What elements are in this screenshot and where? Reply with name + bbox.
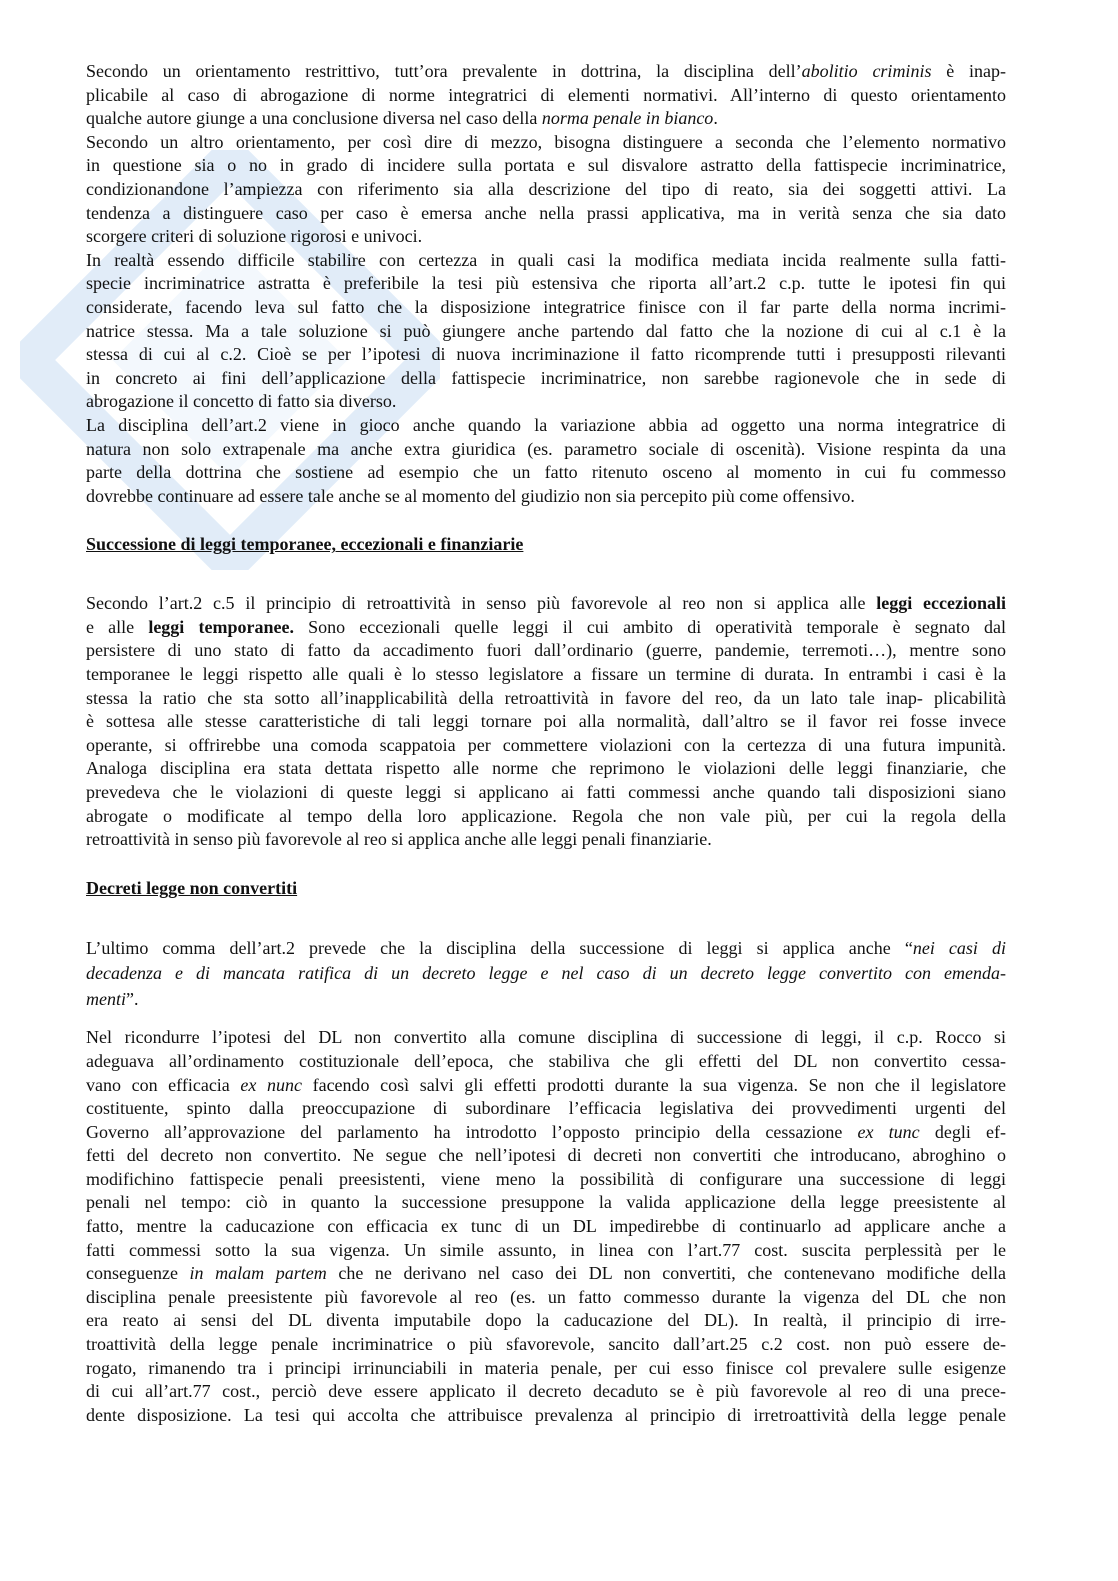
text-line [86, 1026, 1006, 1050]
text-segment: prevedeva che le violazioni di queste leggi si applicano ai fatti commessi anche quando tali disposizioni siano [86, 782, 1006, 803]
text-line [86, 1215, 1006, 1239]
text-line [86, 202, 1006, 226]
text-line [86, 414, 1006, 438]
text-line [86, 1074, 1006, 1098]
text-segment: . [713, 108, 718, 129]
text-segment: in malam partem [189, 1263, 327, 1284]
text-segment: degli ef- [919, 1121, 1007, 1142]
text-segment: in concreto ai fini dell’applicazione della fattispecie incriminatrice, non sarebbe ragionevole che in sede di [86, 367, 1006, 388]
text-segment: rogato, rimanendo tra i principi irrinunciabili in materia penale, per cui esso finisce col prevalere sulle esigenze [86, 1357, 1006, 1378]
text-line [86, 131, 1006, 155]
text-line [86, 1357, 1006, 1381]
document-page [86, 60, 1006, 1427]
paragraph-leggi-eccezionali [86, 592, 1006, 852]
text-line [86, 828, 1006, 852]
text-segment: Secondo un altro orientamento, per così dire di mezzo, bisogna distinguere a seconda che l’elemento normativo [86, 131, 1006, 152]
text-line [86, 343, 1006, 367]
section-heading-leggi-temporanee: Successione di leggi temporanee, eccezionali e finanziarie [86, 534, 524, 555]
text-segment: qualche autore giunge a una conclusione diversa nel caso della [86, 108, 542, 129]
text-line [86, 438, 1006, 462]
text-line [86, 710, 1006, 734]
text-line [86, 639, 1006, 663]
text-segment: Secondo un orientamento restrittivo, tutt’ora prevalente in dottrina, la disciplina dell’ [86, 61, 802, 81]
paragraph-dl-non-convertito [86, 1026, 1006, 1427]
text-segment: persistere di uno stato di fatto da accadimento fuori dall’ordinario (guerre, pandemie, terremoti…), mentre sono [86, 640, 1006, 661]
text-segment: fatti commessi sotto la sua vigenza. Un simile assunto, in linea con l’art.77 cost. suscita perplessità per le [86, 1239, 1006, 1260]
text-segment: conseguenze [86, 1263, 190, 1284]
text-line [86, 1191, 1006, 1215]
text-line [86, 1262, 1006, 1286]
text-line [86, 367, 1006, 391]
section-heading-decreti-legge: Decreti legge non convertiti [86, 877, 298, 898]
text-segment: Sono eccezionali quelle leggi il cui ambito di operatività temporale è segnato dal [293, 616, 1006, 637]
text-segment: abrogate o modificate al tempo della loro applicazione. Regola che non vale più, per cui la regola della [86, 805, 1006, 826]
text-line [86, 84, 1006, 108]
text-segment: nei casi di [912, 937, 1006, 958]
text-line [86, 60, 1006, 84]
text-line [86, 687, 1006, 711]
text-segment: temporanee le leggi rispetto alle quali è lo stesso legislatore a fissare un termine di durata. In entrambi i casi è la [86, 664, 1006, 685]
text-segment: è inap- [931, 61, 1006, 81]
text-segment: condizionandone l’ampiezza con riferimento sia alla descrizione del tipo di reato, sia dei soggetti attivi. La [86, 178, 1006, 199]
text-segment: vano con efficacia [86, 1074, 241, 1095]
text-line [86, 272, 1006, 296]
text-line [86, 1168, 1006, 1192]
text-line [86, 592, 1006, 616]
text-segment: fatto, mentre la caducazione con efficacia ex tunc di un DL impedirebbe di continuarlo ad applicare anche a [86, 1216, 1006, 1237]
text-line [86, 461, 1006, 485]
text-segment: abrogazione il concetto di fatto sia diverso. [86, 391, 397, 412]
text-segment: In realtà essendo difficile stabilire con certezza in quali casi la modifica mediata incida realmente sulla fatti- [86, 249, 1006, 270]
text-segment: troattività della legge penale incriminatrice o più sfavorevole, sancito dall’art.25 c.2 cost. non può essere de- [86, 1334, 1006, 1355]
text-line [86, 1239, 1006, 1263]
text-line [86, 663, 1006, 687]
text-line [86, 1309, 1006, 1333]
text-segment: La disciplina dell’art.2 viene in gioco anche quando la variazione abbia ad oggetto una norma integratrice di [86, 414, 1006, 435]
text-segment: leggi temporanee. [148, 616, 294, 637]
text-segment: Secondo l’art.2 c.5 il principio di retroattività in senso più favorevole al reo non si applica alle [86, 593, 877, 614]
text-line [86, 936, 1006, 962]
text-segment: natrice stessa. Ma a tale soluzione si può giungere anche partendo dal fatto che la nozione di cui al c.1 è la [86, 320, 1006, 341]
paragraph-abrogazione-norme-integratrici [86, 60, 1006, 508]
text-line [86, 249, 1006, 273]
text-line [86, 1404, 1006, 1428]
text-segment: tendenza a distinguere caso per caso è emersa anche nella prassi applicativa, ma in verità senza che sia dato [86, 202, 1006, 223]
text-line [86, 107, 1006, 131]
text-line [86, 154, 1006, 178]
text-segment: dente disposizione. La tesi qui accolta che attribuisce prevalenza al principio di irretroattività della legge penale [86, 1404, 1006, 1425]
text-line [86, 987, 1006, 1013]
text-line [86, 781, 1006, 805]
text-line [86, 1097, 1006, 1121]
text-line [86, 757, 1006, 781]
text-segment: fetti del decreto non convertito. Ne segue che nell’ipotesi di decreti non convertiti che introducano, abroghino o [86, 1145, 1006, 1166]
text-line [86, 1144, 1006, 1168]
text-segment: Nel ricondurre l’ipotesi del DL non convertito alla comune disciplina di successione di leggi, il c.p. Rocco si [86, 1027, 1006, 1048]
text-segment: disciplina penale preesistente più favorevole al reo (es. un fatto commesso durante la vigenza del DL che non [86, 1286, 1006, 1307]
text-segment: Governo all’approvazione del parlamento ha introdotto l’opposto principio della cessazione [86, 1121, 858, 1142]
text-segment: in questione sia o no in grado di incidere sulla portata e sul disvalore astratto della fattispecie incriminatrice, [86, 155, 1006, 176]
text-segment: adeguava all’ordinamento costituzionale dell’epoca, che stabiliva che gli effetti del DL non convertito cessa- [86, 1050, 1006, 1071]
text-segment: plicabile al caso di abrogazione di norme integratrici di elementi normativi. All’interno di questo orientamento [86, 84, 1006, 105]
text-line [86, 320, 1006, 344]
text-line [86, 485, 1006, 509]
text-segment: operante, si offrirebbe una comoda scappatoia per commettere violazioni con la certezza di una futura impunità. [86, 734, 1006, 755]
text-line [86, 390, 1006, 414]
text-segment: che ne derivano nel caso dei DL non convertiti, che contenevano modifiche della [326, 1263, 1007, 1284]
text-segment: retroattività in senso più favorevole al reo si applica anche alle leggi penali finanziarie. [86, 829, 712, 850]
text-segment: e alle [86, 616, 149, 637]
text-segment: norma penale in bianco [541, 108, 714, 129]
text-segment: dovrebbe continuare ad essere tale anche se al momento del giudizio non sia percepito più come offensivo. [86, 485, 855, 506]
text-segment: stessa di cui al c.2. Cioè se per l’ipotesi di nuova incriminazione il fatto ricomprende tutti i presupposti rilevanti [86, 344, 1006, 365]
paragraph-ultimo-comma [86, 936, 1006, 1013]
text-line [86, 734, 1006, 758]
text-segment: considerate, facendo leva sul fatto che la disposizione integratrice finisce con il far parte della norma incrimi- [86, 296, 1006, 317]
text-line [86, 1333, 1006, 1357]
text-segment: menti [86, 988, 126, 1009]
text-segment: natura non solo extrapenale ma anche extra giuridica (es. parametro sociale di oscenità). Visione respinta da una [86, 438, 1006, 459]
text-line [86, 1380, 1006, 1404]
text-segment: ex nunc [240, 1074, 302, 1095]
text-line [86, 961, 1006, 987]
text-segment: era reato ai sensi del DL diventa imputabile dopo la caducazione del DL). In realtà, il principio di irre- [86, 1310, 1006, 1331]
text-segment: scorgere criteri di soluzione rigorosi e univoci. [86, 226, 423, 247]
text-segment: modifichino fattispecie penali preesistenti, viene meno la possibilità di configurare una successione di leggi [86, 1168, 1006, 1189]
text-segment: abolitio criminis [801, 61, 932, 81]
text-line [86, 805, 1006, 829]
text-segment: penali nel tempo: ciò in quanto la successione presuppone la valida applicazione della legge preesistente al [86, 1192, 1006, 1213]
text-segment: ”. [126, 988, 139, 1009]
text-line [86, 178, 1006, 202]
text-segment: specie incriminatrice astratta è preferibile la tesi più estensiva che riporta all’art.2 c.p. tutte le ipotesi fin qui [86, 273, 1006, 294]
text-line [86, 296, 1006, 320]
text-segment: è sottesa alle stesse caratteristiche di tali leggi tornare poi alla normalità, dall’altro se il favor rei fosse invece [86, 711, 1006, 732]
text-line [86, 1121, 1006, 1145]
text-segment: Analoga disciplina era stata dettata rispetto alle norme che reprimono le violazioni delle leggi finanziarie, che [86, 758, 1006, 779]
text-segment: decadenza e di mancata ratifica di un decreto legge e nel caso di un decreto legge convertito con emenda- [86, 963, 1006, 984]
text-segment: L’ultimo comma dell’art.2 prevede che la disciplina della successione di leggi si applica anche “ [86, 937, 913, 958]
text-line [86, 1286, 1006, 1310]
text-segment: stessa la ratio che sta sotto all’inapplicabilità della retroattività in favore del reo, da un lato tale inap- plicabilità [86, 687, 1006, 708]
text-segment: leggi eccezionali [876, 593, 1007, 614]
text-line [86, 1050, 1006, 1074]
text-line [86, 616, 1006, 640]
text-segment: costituente, spinto dalla preoccupazione di subordinare l’efficacia legislativa dei provvedimenti urgenti del [86, 1098, 1006, 1119]
text-segment: facendo così salvi gli effetti prodotti durante la sua vigenza. Se non che il legislatore [301, 1074, 1007, 1095]
text-segment: di cui all’art.77 cost., perciò deve essere applicato il decreto decaduto se è più favorevole al reo di una prece- [86, 1381, 1006, 1402]
text-segment: parte della dottrina che sostiene ad esempio che un fatto ritenuto osceno al momento in cui fu commesso [86, 462, 1006, 483]
text-segment: ex tunc [857, 1121, 920, 1142]
text-line [86, 225, 1006, 249]
